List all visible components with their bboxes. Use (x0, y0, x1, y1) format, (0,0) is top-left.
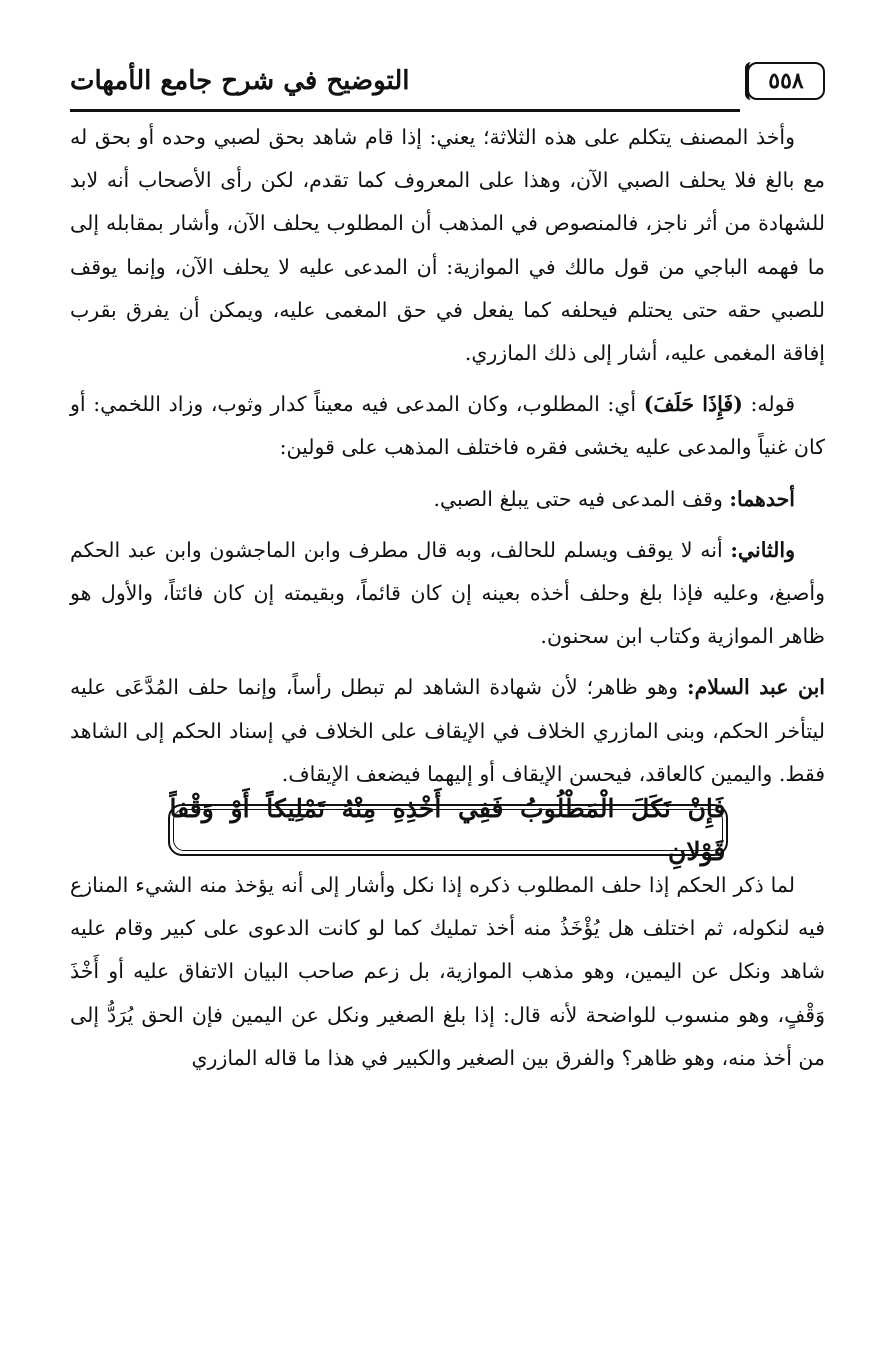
book-page (70, 52, 825, 1088)
header-divider (70, 109, 740, 112)
paragraph-lead: والثاني: (730, 537, 795, 562)
paragraph-3 (70, 478, 825, 521)
paragraph-5 (70, 666, 825, 796)
paragraph-4 (70, 529, 825, 659)
paragraph-text: وهو ظاهر؛ لأن شهادة الشاهد لم تبطل رأساً، وإنما حلف المُدَّعَى عليه ليتأخر الحكم، وبنى المازري الخلاف في الإيقاف على الخلاف في إسناد الحكم إلى الشاهد فقط. واليمين كالعاقد، فيحسن الإيقاف أو إليهما فيضعف الإيقاف. (70, 675, 825, 786)
paragraph-lead: أحدهما: (729, 486, 795, 511)
matn-heading: فَإِنْ نَكَلَ الْمَطْلُوبُ فَفِي أَخْذِهِ مِنْهُ تَمْلِيكاً أَوْ وَقْفاً قَوْلانِ (169, 793, 726, 867)
paragraph-text: أنه لا يوقف ويسلم للحالف، وبه قال مطرف وابن الماجشون وابن عبد الحكم وأصبغ، وعليه فإذا بلغ وحلف أخذه بعينه إن كان قائماً، وبقيمته إن كان فائتاً، والأول هو ظاهر الموازية وكتاب ابن سحنون. (70, 537, 825, 649)
paragraph-lead: قوله: (742, 392, 795, 417)
paragraph-text: وأخذ المصنف يتكلم على هذه الثلاثة؛ يعني: إذا قام شاهد بحق لصبي وحده أو بحق له مع بالغ فلا يحلف الصبي الآن، وهذا على المعروف كما تقدم، لكن رأى الأصحاب أنه لابد للشهادة من أثر ناجز، فالمنصوص في المذهب أن المطلوب يحلف الآن، وأشار بمقابله إلى ما فهمه الباجي من قول مالك في الموازية: أن المدعى عليه لا يحلف الآن، وإنما يوقف للصبي حقه حتى يحتلم فيحلفه كما يفعل في حق المغمى عليه، ويمكن أن يفرق بقرب إفاقة المغمى عليه، أشار إلى ذلك المازري. (70, 125, 825, 366)
paragraph-text: وقف المدعى فيه حتى يبلغ الصبي. (433, 486, 730, 511)
commentary-paragraph (70, 864, 825, 1080)
paragraph-text: لما ذكر الحكم إذا حلف المطلوب ذكره إذا نكل وأشار إلى أنه يؤخذ منه الشيء المنازع فيه لنكوله، ثم اختلف هل يُؤْخَذُ منه أخذ تمليك كما لو كانت الدعوى على كبير وقام عليه شاهد ونكل عن اليمين، وهو مذهب الموازية، بل زعم صاحب البيان الاتفاق عليه أو أَخْذَ وَقْفٍ، وهو منسوب للواضحة لأنه قال: إذا بلغ الصغير ونكل عن اليمين فإن الحق يُرَدُّ إلى من أخذ منه، وهو ظاهر؟ والفرق بين الصغير والكبير في هذا ما قاله المازري (70, 873, 825, 1070)
page-body (70, 116, 825, 1080)
running-title: التوضيح في شرح جامع الأمهات (70, 66, 410, 96)
paragraph-1 (70, 116, 825, 375)
page-number: ٥٥٨ (747, 62, 825, 100)
page-header (70, 52, 825, 114)
quoted-term: (فَإِذَا حَلَفَ) (643, 392, 743, 417)
paragraph-2 (70, 383, 825, 469)
paragraph-lead: ابن عبد السلام: (687, 675, 825, 700)
paragraph-text: أي: المطلوب، وكان المدعى فيه معيناً كدار وثوب، وزاد اللخمي: أو كان غنياً والمدعى عليه يخشى فقره فاختلف المذهب على قولين: (70, 392, 825, 460)
